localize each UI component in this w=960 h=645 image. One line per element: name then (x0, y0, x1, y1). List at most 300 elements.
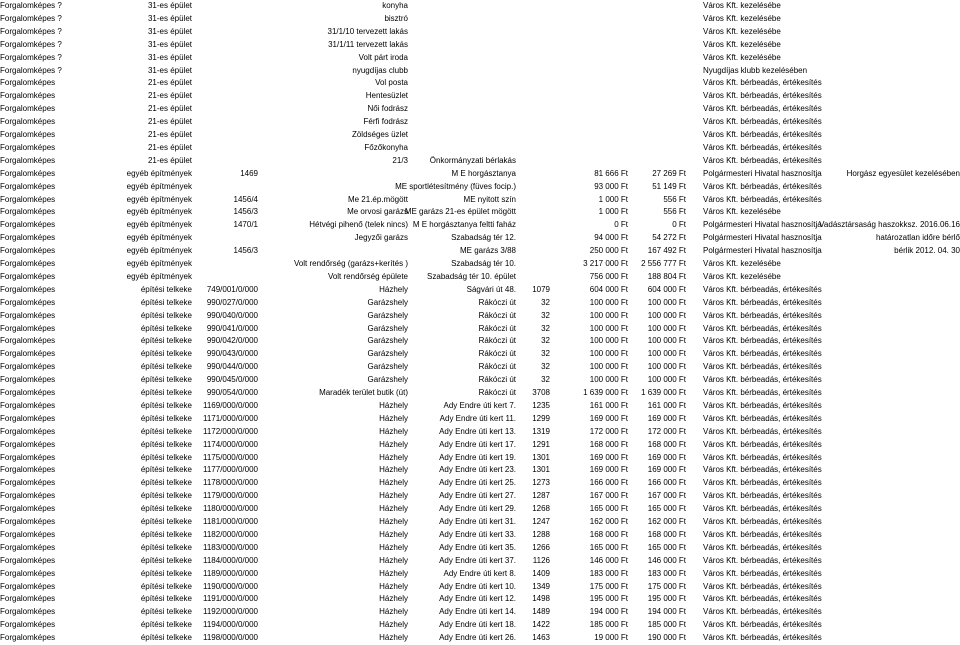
manager-cell: Város Kft. bérbeadás, értékesítés (703, 478, 822, 488)
parcel-cell (196, 77, 258, 90)
status-cell: Forgalomképes (0, 130, 56, 139)
parcel-cell: 1198/000/0/000 (202, 633, 258, 643)
description-cell: Volt rendőrség épülete (327, 271, 408, 281)
net-value-cell: 100 000 Ft (647, 323, 686, 333)
address-cell (384, 129, 516, 142)
gross-value-cell: 100 000 Ft (589, 297, 628, 307)
category-cell: egyéb építmények (126, 233, 192, 243)
gross-value-cell: 168 000 Ft (589, 529, 628, 539)
status-cell: Forgalomképes (0, 207, 56, 217)
table-row (0, 13, 960, 26)
table-row (0, 116, 960, 129)
description-cell: Házhely (379, 400, 408, 410)
table-row (0, 413, 960, 426)
note-cell (810, 593, 960, 606)
net-value-cell (632, 65, 686, 78)
area-cell (520, 90, 550, 103)
status-cell: Forgalomképes (0, 181, 56, 191)
net-value-cell: 166 000 Ft (647, 478, 686, 488)
parcel-cell: 1456/4 (233, 194, 258, 204)
area-cell (520, 39, 550, 52)
address-cell: Ady Endre úti kert 8. (443, 568, 516, 578)
area-cell: 1268 (532, 504, 550, 514)
gross-value-cell: 162 000 Ft (589, 517, 628, 526)
description-cell: Me 21.ép.mögött (347, 194, 408, 204)
gross-value-cell: 3 217 000 Ft (583, 259, 628, 268)
table-row (0, 439, 960, 452)
net-value-cell: 168 000 Ft (647, 529, 686, 539)
net-value-cell: 185 000 Ft (647, 620, 686, 630)
description-cell: Volt rendőrség (garázs+kerítés ) (293, 259, 408, 268)
manager-cell: Város Kft. kezelésébe (703, 13, 781, 23)
category-cell: építési telkeke (140, 400, 192, 410)
status-cell: Forgalomképes (0, 117, 56, 127)
table-row (0, 348, 960, 361)
address-cell: Ady Endre úti kert 35. (439, 542, 516, 552)
table-row (0, 477, 960, 490)
manager-cell: Város Kft. bérbeadás, értékesítés (703, 130, 822, 139)
area-cell: 1126 (532, 555, 550, 565)
manager-cell: Város Kft. bérbeadás, értékesítés (703, 439, 822, 449)
parcel-cell (196, 258, 258, 271)
manager-cell: Város Kft. bérbeadás, értékesítés (703, 349, 822, 359)
address-cell: ME sportlétesítmény (füves focip.) (395, 181, 516, 191)
address-cell: Ady Endre úti kert 26. (439, 633, 516, 643)
status-cell: Forgalomképes (0, 529, 56, 539)
description-cell: Házhely (379, 568, 408, 578)
table-row (0, 606, 960, 619)
note-cell (810, 503, 960, 516)
category-cell: építési telkeke (140, 555, 192, 565)
category-cell: 31-es épület (147, 39, 192, 49)
manager-cell: Város Kft. bérbeadás, értékesítés (703, 297, 822, 307)
table-row (0, 142, 960, 155)
net-value-cell (632, 52, 686, 65)
note-cell (810, 477, 960, 490)
parcel-cell: 1179/000/0/000 (202, 491, 258, 501)
address-cell: Ady Endre úti kert 10. (439, 581, 516, 591)
description-cell: Volt párt iroda (358, 52, 408, 62)
address-cell: Szabadság tér 12. (451, 233, 516, 243)
parcel-cell (196, 155, 258, 168)
status-cell: Forgalomképes (0, 310, 56, 320)
area-cell: 1288 (532, 529, 550, 539)
area-cell: 1299 (532, 413, 550, 423)
category-cell: egyéb építmények (126, 220, 192, 230)
table-row (0, 52, 960, 65)
address-cell: Rákóczi út (478, 336, 516, 346)
area-cell (520, 77, 550, 90)
category-cell: építési telkeke (140, 439, 192, 449)
parcel-cell (196, 39, 258, 52)
category-cell: építési telkeke (140, 362, 192, 372)
table-row (0, 335, 960, 348)
category-cell: építési telkeke (140, 323, 192, 333)
description-cell: Jegyzői garázs (354, 233, 408, 243)
parcel-cell: 1172/000/0/000 (202, 426, 258, 436)
parcel-cell (196, 181, 258, 194)
parcel-cell: 990/054/0/000 (206, 388, 258, 397)
manager-cell: Város Kft. bérbeadás, értékesítés (703, 91, 822, 101)
net-value-cell: 54 272 Ft (652, 233, 686, 243)
note-cell (810, 206, 960, 219)
area-cell: 32 (541, 362, 550, 372)
net-value-cell: 183 000 Ft (647, 568, 686, 578)
net-value-cell: 556 Ft (663, 207, 686, 217)
net-value-cell: 100 000 Ft (647, 297, 686, 307)
note-cell (810, 452, 960, 465)
category-cell: építési telkeke (140, 633, 192, 643)
address-cell (384, 90, 516, 103)
area-cell (520, 245, 550, 258)
address-cell: Ady Endre úti kert 25. (439, 478, 516, 488)
status-cell: Forgalomképes (0, 555, 56, 565)
area-cell (520, 52, 550, 65)
gross-value-cell: 0 Ft (614, 220, 628, 230)
status-cell: Forgalomképes (0, 426, 56, 436)
address-cell: Ady Endre úti kert 23. (439, 465, 516, 475)
status-cell: Forgalomképes (0, 168, 56, 178)
table-row (0, 194, 960, 207)
area-cell (520, 0, 550, 13)
manager-cell: Város Kft. bérbeadás, értékesítés (703, 181, 822, 191)
status-cell: Forgalomképes (0, 620, 56, 630)
parcel-cell (196, 26, 258, 39)
table-row (0, 503, 960, 516)
address-cell: Rákóczi út (478, 349, 516, 359)
status-cell: Forgalomképes (0, 400, 56, 410)
gross-value-cell (560, 103, 628, 116)
category-cell: építési telkeke (140, 491, 192, 501)
area-cell: 32 (541, 375, 550, 385)
category-cell: egyéb építmények (126, 271, 192, 281)
manager-cell: Polgármesteri Hivatal hasznosítja (703, 168, 822, 178)
manager-cell: Polgármesteri Hivatal hasznosítja (703, 246, 822, 256)
address-cell: ME garázs 3/88 (459, 246, 516, 256)
net-value-cell: 194 000 Ft (647, 607, 686, 617)
table-row (0, 387, 960, 400)
status-cell: Forgalomképes (0, 362, 56, 372)
status-cell: Forgalomképes (0, 388, 56, 397)
net-value-cell: 172 000 Ft (647, 426, 686, 436)
table-row (0, 452, 960, 465)
address-cell: ME nyitott szín (463, 194, 516, 204)
table-row (0, 581, 960, 594)
status-cell: Forgalomképes (0, 271, 56, 281)
address-cell (384, 39, 516, 52)
net-value-cell (632, 90, 686, 103)
address-cell (384, 65, 516, 78)
gross-value-cell: 169 000 Ft (589, 452, 628, 462)
net-value-cell: 100 000 Ft (647, 362, 686, 372)
area-cell: 1273 (532, 478, 550, 488)
table-row (0, 168, 960, 181)
status-cell: Forgalomképes (0, 413, 56, 423)
category-cell: egyéb építmények (126, 181, 192, 191)
area-cell: 32 (541, 349, 550, 359)
status-cell: Forgalomképes (0, 349, 56, 359)
status-cell: Forgalomképes ? (0, 52, 62, 62)
table-row (0, 529, 960, 542)
note-cell (810, 26, 960, 39)
manager-cell: Város Kft. bérbeadás, értékesítés (703, 155, 822, 165)
manager-cell: Város Kft. bérbeadás, értékesítés (703, 517, 822, 526)
description-cell: Maradék terület butik (út) (319, 388, 408, 397)
net-value-cell: 167 492 Ft (647, 246, 686, 256)
note-cell (810, 581, 960, 594)
description-cell: Házhely (379, 439, 408, 449)
address-cell: Rákóczi út (478, 323, 516, 333)
address-cell: Ady Endre úti kert 18. (439, 620, 516, 630)
status-cell: Forgalomképes (0, 284, 56, 294)
address-cell: Ady Endre úti kert 11. (439, 413, 516, 423)
net-value-cell: 161 000 Ft (647, 400, 686, 410)
gross-value-cell (560, 129, 628, 142)
net-value-cell: 100 000 Ft (647, 310, 686, 320)
parcel-cell (196, 52, 258, 65)
category-cell: egyéb építmények (126, 207, 192, 217)
manager-cell: Város Kft. bérbeadás, értékesítés (703, 568, 822, 578)
address-cell: Ady Endre úti kert 13. (439, 426, 516, 436)
description-cell: Házhely (379, 465, 408, 475)
description-cell: 31/1/10 tervezett lakás (327, 26, 408, 36)
table-row (0, 129, 960, 142)
status-cell: Forgalomképes (0, 517, 56, 526)
note-cell (810, 426, 960, 439)
parcel-cell: 1469 (240, 168, 258, 178)
area-cell (520, 194, 550, 207)
area-cell (520, 116, 550, 129)
parcel-cell: 1171/000/0/000 (202, 413, 258, 423)
note-cell (810, 116, 960, 129)
status-cell: Forgalomképes (0, 142, 56, 152)
parcel-cell (196, 103, 258, 116)
note-cell (810, 335, 960, 348)
table-row (0, 297, 960, 310)
status-cell: Forgalomképes ? (0, 65, 62, 75)
status-cell: Forgalomképes (0, 233, 56, 243)
status-cell: Forgalomképes (0, 581, 56, 591)
address-cell: ME garázs 21-es épület mögött (404, 207, 516, 217)
table-row (0, 39, 960, 52)
manager-cell: Város Kft. bérbeadás, értékesítés (703, 491, 822, 501)
category-cell: építési telkeke (140, 620, 192, 630)
parcel-cell: 1456/3 (233, 207, 258, 217)
description-cell: Házhely (379, 517, 408, 526)
gross-value-cell: 93 000 Ft (594, 181, 628, 191)
address-cell (384, 103, 516, 116)
status-cell: Forgalomképes (0, 439, 56, 449)
address-cell: Ady Endre úti kert 29. (439, 504, 516, 514)
note-cell (810, 297, 960, 310)
net-value-cell: 169 000 Ft (647, 413, 686, 423)
area-cell (520, 142, 550, 155)
gross-value-cell: 165 000 Ft (589, 542, 628, 552)
area-cell (520, 181, 550, 194)
table-row (0, 568, 960, 581)
note-cell (810, 90, 960, 103)
note-cell (810, 542, 960, 555)
parcel-cell (196, 142, 258, 155)
manager-cell: Polgármesteri Hivatal hasznosítja (703, 220, 822, 230)
category-cell: építési telkeke (140, 284, 192, 294)
status-cell: Forgalomképes (0, 607, 56, 617)
area-cell (520, 13, 550, 26)
net-value-cell: 1 639 000 Ft (641, 388, 686, 397)
category-cell: építési telkeke (140, 452, 192, 462)
address-cell: M E horgásztanya feltti faház (412, 220, 516, 230)
area-cell (520, 65, 550, 78)
status-cell: Forgalomképes (0, 452, 56, 462)
address-cell (384, 0, 516, 13)
category-cell: építési telkeke (140, 529, 192, 539)
manager-cell: Város Kft. bérbeadás, értékesítés (703, 555, 822, 565)
description-cell: konyha (382, 1, 408, 10)
net-value-cell: 169 000 Ft (647, 465, 686, 475)
area-cell: 32 (541, 323, 550, 333)
manager-cell: Város Kft. kezelésébe (703, 1, 781, 10)
net-value-cell: 169 000 Ft (647, 452, 686, 462)
category-cell: 31-es épület (147, 1, 192, 10)
net-value-cell: 190 000 Ft (647, 633, 686, 643)
table-row (0, 593, 960, 606)
manager-cell: Város Kft. bérbeadás, értékesítés (703, 323, 822, 333)
area-cell: 1498 (532, 594, 550, 604)
description-cell: Házhely (379, 452, 408, 462)
area-cell (520, 219, 550, 232)
area-cell (520, 258, 550, 271)
manager-cell: Város Kft. bérbeadás, értékesítés (703, 194, 822, 204)
description-cell: Házhely (379, 426, 408, 436)
table-row (0, 323, 960, 336)
category-cell: 21-es épület (147, 155, 192, 165)
note-cell (810, 555, 960, 568)
note-cell (810, 632, 960, 645)
status-cell: Forgalomképes (0, 336, 56, 346)
parcel-cell: 1182/000/0/000 (202, 529, 258, 539)
parcel-cell (196, 271, 258, 284)
category-cell: egyéb építmények (126, 168, 192, 178)
gross-value-cell: 100 000 Ft (589, 375, 628, 385)
manager-cell: Város Kft. bérbeadás, értékesítés (703, 633, 822, 643)
parcel-cell: 749/001/0/000 (206, 284, 258, 294)
area-cell (520, 26, 550, 39)
description-cell: Női fodrász (367, 104, 408, 114)
note-cell (810, 568, 960, 581)
category-cell: építési telkeke (140, 581, 192, 591)
note-cell (810, 13, 960, 26)
note-cell (810, 529, 960, 542)
note-cell (810, 181, 960, 194)
gross-value-cell (560, 39, 628, 52)
gross-value-cell (560, 52, 628, 65)
note-cell (810, 142, 960, 155)
net-value-cell: 167 000 Ft (647, 491, 686, 501)
gross-value-cell: 194 000 Ft (589, 607, 628, 617)
area-cell: 32 (541, 336, 550, 346)
parcel-cell (196, 90, 258, 103)
parcel-cell: 990/041/0/000 (206, 323, 258, 333)
net-value-cell: 100 000 Ft (647, 375, 686, 385)
gross-value-cell (560, 155, 628, 168)
manager-cell: Város Kft. bérbeadás, értékesítés (703, 117, 822, 127)
parcel-cell: 1183/000/0/000 (202, 542, 258, 552)
note-cell (810, 490, 960, 503)
category-cell: 31-es épület (147, 52, 192, 62)
manager-cell: Város Kft. bérbeadás, értékesítés (703, 542, 822, 552)
note-cell (810, 516, 960, 529)
description-cell: Főzőkonyha (364, 142, 408, 152)
description-cell: Garázshely (367, 310, 408, 320)
category-cell: 31-es épület (147, 26, 192, 36)
status-cell: Forgalomképes (0, 568, 56, 578)
description-cell: Házhely (379, 491, 408, 501)
area-cell: 1301 (532, 465, 550, 475)
area-cell: 1079 (532, 284, 550, 294)
note-cell (810, 194, 960, 207)
note-cell (810, 374, 960, 387)
table-row (0, 103, 960, 116)
description-cell: Házhely (379, 594, 408, 604)
parcel-cell (196, 0, 258, 13)
description-cell: Garázshely (367, 349, 408, 359)
description-cell: Házhely (379, 581, 408, 591)
parcel-cell: 1191/000/0/000 (202, 594, 258, 604)
net-value-cell: 188 804 Ft (647, 271, 686, 281)
category-cell: építési telkeke (140, 465, 192, 475)
parcel-cell: 1169/000/0/000 (202, 400, 258, 410)
area-cell (520, 129, 550, 142)
manager-cell: Város Kft. bérbeadás, értékesítés (703, 104, 822, 114)
note-cell (810, 271, 960, 284)
table-row (0, 310, 960, 323)
net-value-cell (632, 103, 686, 116)
table-row (0, 245, 960, 258)
description-cell: Házhely (379, 504, 408, 514)
status-cell: Forgalomképes (0, 323, 56, 333)
category-cell: egyéb építmények (126, 194, 192, 204)
description-cell: Garázshely (367, 323, 408, 333)
category-cell: 31-es épület (147, 13, 192, 23)
note-cell (810, 65, 960, 78)
note-cell (810, 310, 960, 323)
parcel-cell: 1470/1 (233, 220, 258, 230)
manager-cell: Város Kft. bérbeadás, értékesítés (703, 529, 822, 539)
manager-cell: Város Kft. bérbeadás, értékesítés (703, 465, 822, 475)
status-cell: Forgalomképes (0, 633, 56, 643)
manager-cell: Város Kft. bérbeadás, értékesítés (703, 426, 822, 436)
gross-value-cell: 146 000 Ft (589, 555, 628, 565)
table-row (0, 516, 960, 529)
status-cell: Forgalomképes (0, 491, 56, 501)
address-cell: Rákóczi út (478, 375, 516, 385)
note-cell (810, 439, 960, 452)
status-cell: Forgalomképes (0, 259, 56, 268)
net-value-cell: 100 000 Ft (647, 336, 686, 346)
gross-value-cell: 604 000 Ft (589, 284, 628, 294)
note-cell (810, 619, 960, 632)
description-cell: Házhely (379, 620, 408, 630)
address-cell: Ady Endre úti kert 19. (439, 452, 516, 462)
category-cell: építési telkeke (140, 542, 192, 552)
gross-value-cell: 100 000 Ft (589, 336, 628, 346)
net-value-cell (632, 155, 686, 168)
gross-value-cell: 1 000 Ft (598, 194, 628, 204)
net-value-cell: 27 269 Ft (652, 168, 686, 178)
parcel-cell: 1178/000/0/000 (202, 478, 258, 488)
description-cell: Házhely (379, 607, 408, 617)
note-cell (810, 464, 960, 477)
